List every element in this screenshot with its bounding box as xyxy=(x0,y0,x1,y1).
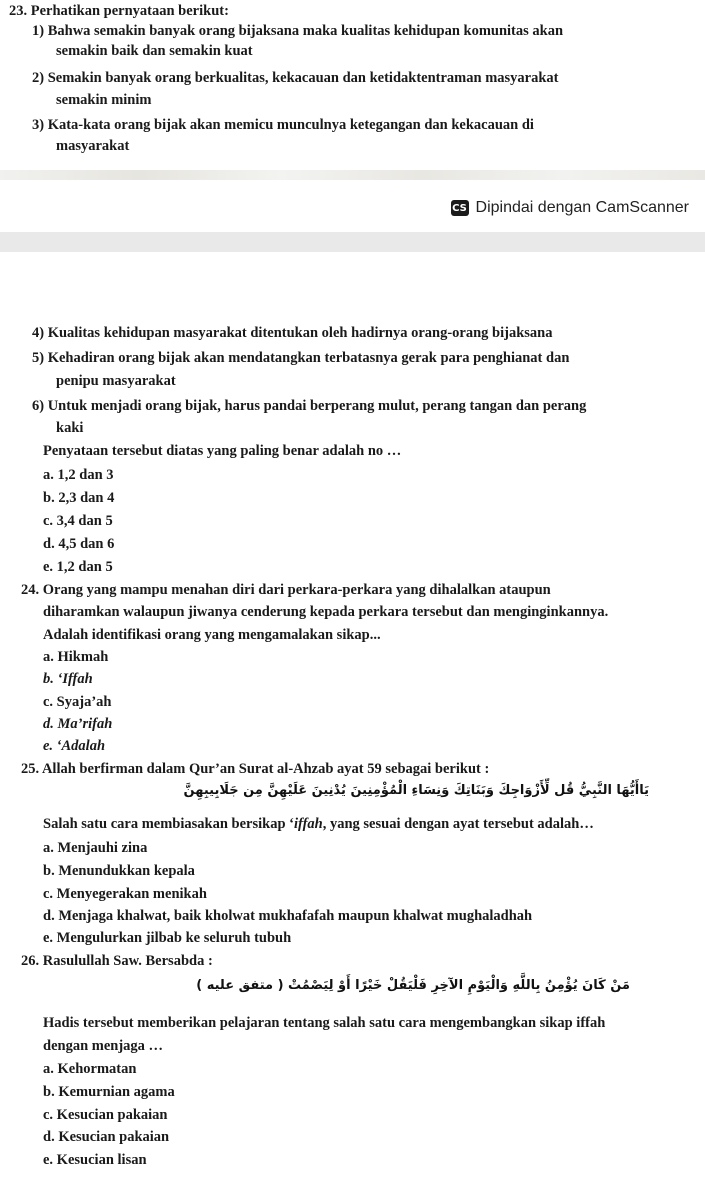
q23-statement-6a: 6) Untuk menjadi orang bijak, harus pandai berperang mulut, perang tangan dan perang xyxy=(32,398,587,414)
q25-option-e: e. Mengulurkan jilbab ke seluruh tubuh xyxy=(43,930,292,946)
q24-option-d: d. Ma’rifah xyxy=(43,716,113,732)
q26-title: 26. Rasulullah Saw. Bersabda : xyxy=(21,953,213,969)
q25-arabic-verse: يَاأَيُّهَا النَّبِيُّ قُل لِّأَزْوَاجِكَ وَبَنَاتِكَ وَنِسَاءِ الْمُؤْمِنِينَ يُدْنِينَ عَلَيْهِنَّ مِن جَلَابِيبِهِنَّ xyxy=(183,783,649,798)
q25-option-a: a. Menjauhi zina xyxy=(43,840,148,856)
q23-statement-3a: 3) Kata-kata orang bijak akan memicu munculnya ketegangan dan kekacauan di xyxy=(32,117,534,133)
q23-option-b: b. 2,3 dan 4 xyxy=(43,490,115,506)
q26-question-b: dengan menjaga … xyxy=(43,1038,164,1054)
q23-statement-3b: masyarakat xyxy=(56,138,130,154)
q25-question-pre: Salah satu cara membiasakan bersikap ‘ xyxy=(43,816,294,832)
q24-option-e: e. ‘Adalah xyxy=(43,738,106,754)
q23-statement-1b: semakin baik dan semakin kuat xyxy=(56,43,253,59)
q23-statement-1a: 1) Bahwa semakin banyak orang bijaksana maka kualitas kehidupan komunitas akan xyxy=(32,23,564,39)
q23-option-a: a. 1,2 dan 3 xyxy=(43,467,114,483)
q23-statement-4: 4) Kualitas kehidupan masyarakat ditentukan oleh hadirnya orang-orang bijaksana xyxy=(32,325,553,341)
q25-option-c: c. Menyegerakan menikah xyxy=(43,886,207,902)
q26-option-b: b. Kemurnian agama xyxy=(43,1084,175,1100)
q25-option-d: d. Menjaga khalwat, baik kholwat mukhafafah maupun khalwat mughaladhah xyxy=(43,908,533,924)
q23-statement-6b: kaki xyxy=(56,420,84,436)
q23-option-c: c. 3,4 dan 5 xyxy=(43,513,113,529)
q23-option-d: d. 4,5 dan 6 xyxy=(43,536,115,552)
q26-question-a: Hadis tersebut memberikan pelajaran tentang salah satu cara mengembangkan sikap iffah xyxy=(43,1015,606,1031)
page-separator xyxy=(0,232,705,252)
q25-question xyxy=(43,815,594,833)
q23-question: Penyataan tersebut diatas yang paling benar adalah no … xyxy=(43,443,402,459)
q26-option-c: c. Kesucian pakaian xyxy=(43,1107,168,1123)
q23-statement-5b: penipu masyarakat xyxy=(56,373,176,389)
camscanner-icon: CS xyxy=(451,200,469,216)
q25-title: 25. Allah berfirman dalam Qur’an Surat al-Ahzab ayat 59 sebagai berikut : xyxy=(21,761,490,777)
scanner-watermark xyxy=(451,199,689,217)
q24-option-a: a. Hikmah xyxy=(43,649,109,665)
q25-question-italic: iffah xyxy=(293,816,323,832)
q24-text-c: Adalah identifikasi orang yang mengamalakan sikap... xyxy=(43,627,381,643)
q24-text-a: 24. Orang yang mampu menahan diri dari perkara-perkara yang dihalalkan ataupun xyxy=(21,582,551,598)
q24-option-b: b. ‘Iffah xyxy=(43,671,93,687)
q23-title: 23. Perhatikan pernyataan berikut: xyxy=(9,3,229,19)
q23-statement-5a: 5) Kehadiran orang bijak akan mendatangkan terbatasnya gerak para penghianat dan xyxy=(32,350,570,366)
q26-option-e: e. Kesucian lisan xyxy=(43,1152,147,1168)
q25-question-post: , yang sesuai dengan ayat tersebut adalah… xyxy=(322,816,594,832)
q26-option-a: a. Kehormatan xyxy=(43,1061,137,1077)
q24-option-c: c. Syaja’ah xyxy=(43,694,112,710)
q24-text-b: diharamkan walaupun jiwanya cenderung kepada perkara tersebut dan menginginkannya. xyxy=(43,604,609,620)
q25-option-b: b. Menundukkan kepala xyxy=(43,863,195,879)
scanner-text: Dipindai dengan CamScanner xyxy=(475,199,689,216)
q23-statement-2b: semakin minim xyxy=(56,92,152,108)
q26-option-d: d. Kesucian pakaian xyxy=(43,1129,170,1145)
q23-option-e: e. 1,2 dan 5 xyxy=(43,559,113,575)
q23-statement-2a: 2) Semakin banyak orang berkualitas, kekacauan dan ketidaktentraman masyarakat xyxy=(32,70,559,86)
q26-arabic-hadith: مَنْ كَانَ يُؤْمِنُ بِاللَّهِ وَالْيَوْمِ الآخِرِ فَلْيَقُلْ خَيْرًا أَوْ لِيَصْمُتْ ( متفق عليه ) xyxy=(196,978,630,993)
